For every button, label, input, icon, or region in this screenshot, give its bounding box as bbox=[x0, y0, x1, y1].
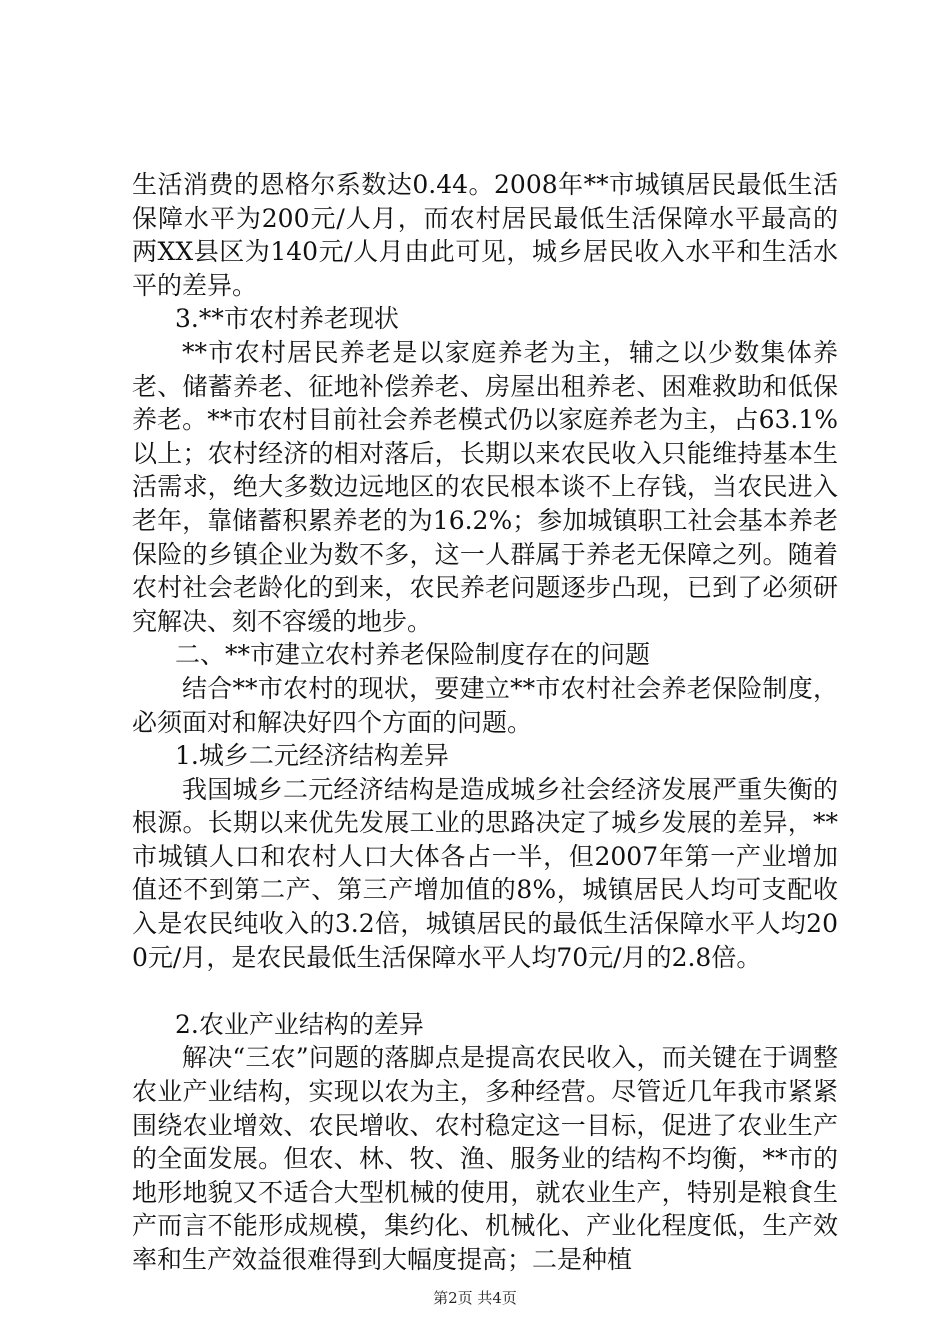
document-body bbox=[132, 168, 838, 1277]
section-heading-dual-economy: 1.城乡二元经济结构差异 bbox=[175, 741, 449, 771]
paragraph-rural-pension-status: **市农村居民养老是以家庭养老为主，辅之以少数集体养老、储蓄养老、征地补偿养老、房屋出租养老、困难救助和低保养老。**市农村目前社会养老模式仍以家庭养老为主，占63.1%以上；农村经济的相对落后，长期以来农民收入只能维持基本生活需求，绝大多数边远地区的农民根本谈不上存钱，当农民进入老年，靠储蓄积累养老的为16.2%；参加城镇职工社会基本养老保险的乡镇企业为数不多，这一人群属于养老无保障之列。随着农村社会老龄化的到来，农民养老问题逐步凸现，已到了必须研究解决、刻不容缓的地步。 bbox=[132, 337, 838, 636]
paragraph-engel-coefficient: 生活消费的恩格尔系数达0.44。2008年**市城镇居民最低生活保障水平为200元/人月，而农村居民最低生活保障水平最高的两XX县区为140元/人月由此可见，城乡居民收入水平和生活水平的差异。 bbox=[132, 170, 838, 300]
section-heading-rural-pension-status: 3.**市农村养老现状 bbox=[175, 304, 399, 334]
section-heading-problems: 二、**市建立农村养老保险制度存在的问题 bbox=[175, 640, 651, 670]
paragraph-agri-structure: 解决“三农”问题的落脚点是提高农民收入，而关键在于调整农业产业结构，实现以农为主，多种经营。尽管近几年我市紧紧围绕农业增效、农民增收、农村稳定这一目标，促进了农业生产的全面发展。但农、林、牧、渔、服务业的结构不均衡，**市的地形地貌又不适合大型机械的使用，就农业生产，特别是粮食生产而言不能形成规模，集约化、机械化、产业化程度低，生产效率和生产效益很难得到大幅度提高；二是种植 bbox=[132, 1043, 838, 1274]
page-footer: 第2页 共4页 bbox=[433, 1289, 517, 1307]
paragraph-problems-intro: 结合**市农村的现状，要建立**市农村社会养老保险制度，必须面对和解决好四个方面的问题。 bbox=[132, 673, 838, 737]
paragraph-dual-economy: 我国城乡二元经济结构是造成城乡社会经济发展严重失衡的根源。长期以来优先发展工业的思路决定了城乡发展的差异，**市城镇人口和农村人口大体各占一半，但2007年第一产业增加值还不到第二产、第三产增加值的8%，城镇居民人均可支配收入是农民纯收入的3.2倍，城镇居民的最低生活保障水平人均200元/月，是农民最低生活保障水平人均70元/月的2.8倍。 bbox=[132, 774, 838, 972]
paragraph-gap bbox=[132, 974, 838, 1008]
section-heading-agri-structure: 2.农业产业结构的差异 bbox=[175, 1009, 424, 1039]
